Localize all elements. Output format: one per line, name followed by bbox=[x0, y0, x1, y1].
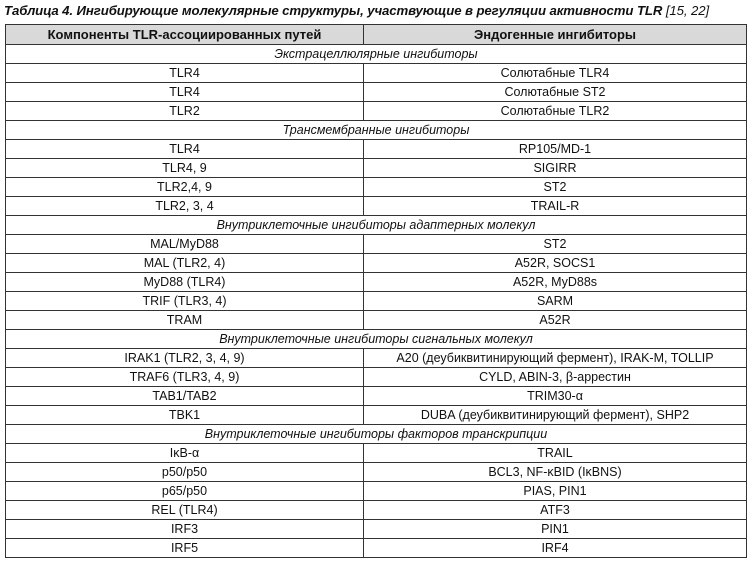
section-row bbox=[6, 330, 747, 349]
table-row bbox=[6, 159, 747, 178]
inhibitor-cell: SARM bbox=[364, 292, 747, 311]
inhibitor-cell: TRIM30-α bbox=[364, 387, 747, 406]
inhibitor-cell: A52R, MyD88s bbox=[364, 273, 747, 292]
inhibitor-cell: A52R bbox=[364, 311, 747, 330]
pathway-component-cell: TLR2 bbox=[6, 102, 364, 121]
section-row bbox=[6, 45, 747, 64]
caption-references: [15, 22] bbox=[665, 3, 710, 18]
table-row bbox=[6, 102, 747, 121]
pathway-component-cell: TLR4 bbox=[6, 64, 364, 83]
table-row bbox=[6, 197, 747, 216]
section-title: Внутриклеточные ингибиторы факторов транскрипции bbox=[6, 425, 747, 444]
section-title: Внутриклеточные ингибиторы сигнальных молекул bbox=[6, 330, 747, 349]
table-row bbox=[6, 254, 747, 273]
inhibitor-cell: Солютабные TLR2 bbox=[364, 102, 747, 121]
pathway-component-cell: TAB1/TAB2 bbox=[6, 387, 364, 406]
inhibitor-cell: PIAS, PIN1 bbox=[364, 482, 747, 501]
pathway-component-cell: IRF3 bbox=[6, 520, 364, 539]
inhibitors-table bbox=[5, 24, 747, 558]
inhibitor-cell: Солютабные ST2 bbox=[364, 83, 747, 102]
header-row bbox=[6, 25, 747, 45]
table-row bbox=[6, 368, 747, 387]
table-row bbox=[6, 406, 747, 425]
table-row bbox=[6, 235, 747, 254]
pathway-component-cell: TLR4 bbox=[6, 83, 364, 102]
table-row bbox=[6, 520, 747, 539]
inhibitor-cell: RP105/MD-1 bbox=[364, 140, 747, 159]
table-row bbox=[6, 444, 747, 463]
table-body bbox=[6, 45, 747, 558]
pathway-component-cell: p50/p50 bbox=[6, 463, 364, 482]
pathway-component-cell: TLR2,4, 9 bbox=[6, 178, 364, 197]
inhibitor-cell: PIN1 bbox=[364, 520, 747, 539]
section-row bbox=[6, 121, 747, 140]
table-row bbox=[6, 387, 747, 406]
table-row bbox=[6, 482, 747, 501]
section-title: Экстрацеллюлярные ингибиторы bbox=[6, 45, 747, 64]
pathway-component-cell: TLR4 bbox=[6, 140, 364, 159]
inhibitor-cell: Солютабные TLR4 bbox=[364, 64, 747, 83]
table-caption bbox=[4, 3, 709, 18]
inhibitor-cell: DUBA (деубиквитинирующий фермент), SHP2 bbox=[364, 406, 747, 425]
pathway-component-cell: REL (TLR4) bbox=[6, 501, 364, 520]
table-row bbox=[6, 64, 747, 83]
inhibitor-cell: ST2 bbox=[364, 178, 747, 197]
table-row bbox=[6, 140, 747, 159]
inhibitor-cell: CYLD, ABIN-3, β-аррестин bbox=[364, 368, 747, 387]
header-pathway-components: Компоненты TLR-ассоциированных путей bbox=[6, 25, 364, 45]
table-row bbox=[6, 83, 747, 102]
inhibitor-cell: ST2 bbox=[364, 235, 747, 254]
pathway-component-cell: p65/p50 bbox=[6, 482, 364, 501]
header-endogenous-inhibitors: Эндогенные ингибиторы bbox=[364, 25, 747, 45]
pathway-component-cell: TRIF (TLR3, 4) bbox=[6, 292, 364, 311]
inhibitor-cell: A20 (деубиквитинирующий фермент), IRAK-M, TOLLIP bbox=[364, 349, 747, 368]
table-row bbox=[6, 349, 747, 368]
pathway-component-cell: TLR2, 3, 4 bbox=[6, 197, 364, 216]
inhibitor-cell: A52R, SOCS1 bbox=[364, 254, 747, 273]
section-title: Внутриклеточные ингибиторы адаптерных молекул bbox=[6, 216, 747, 235]
inhibitor-cell: SIGIRR bbox=[364, 159, 747, 178]
section-row bbox=[6, 425, 747, 444]
inhibitor-cell: ATF3 bbox=[364, 501, 747, 520]
inhibitor-cell: TRAIL-R bbox=[364, 197, 747, 216]
table-row bbox=[6, 273, 747, 292]
pathway-component-cell: MAL/MyD88 bbox=[6, 235, 364, 254]
pathway-component-cell: IRAK1 (TLR2, 3, 4, 9) bbox=[6, 349, 364, 368]
section-row bbox=[6, 216, 747, 235]
table-row bbox=[6, 539, 747, 558]
table-row bbox=[6, 311, 747, 330]
section-title: Трансмембранные ингибиторы bbox=[6, 121, 747, 140]
inhibitor-cell: TRAIL bbox=[364, 444, 747, 463]
pathway-component-cell: IRF5 bbox=[6, 539, 364, 558]
table-row bbox=[6, 178, 747, 197]
caption-title: Таблица 4. Ингибирующие молекулярные структуры, участвующие в регуляции активности TLR bbox=[4, 3, 666, 18]
pathway-component-cell: IκB-α bbox=[6, 444, 364, 463]
pathway-component-cell: MyD88 (TLR4) bbox=[6, 273, 364, 292]
pathway-component-cell: TRAM bbox=[6, 311, 364, 330]
pathway-component-cell: MAL (TLR2, 4) bbox=[6, 254, 364, 273]
inhibitor-cell: IRF4 bbox=[364, 539, 747, 558]
pathway-component-cell: TRAF6 (TLR3, 4, 9) bbox=[6, 368, 364, 387]
table-row bbox=[6, 463, 747, 482]
pathway-component-cell: TBK1 bbox=[6, 406, 364, 425]
inhibitor-cell: BCL3, NF-κBID (IκBNS) bbox=[364, 463, 747, 482]
table-row bbox=[6, 501, 747, 520]
table-row bbox=[6, 292, 747, 311]
pathway-component-cell: TLR4, 9 bbox=[6, 159, 364, 178]
